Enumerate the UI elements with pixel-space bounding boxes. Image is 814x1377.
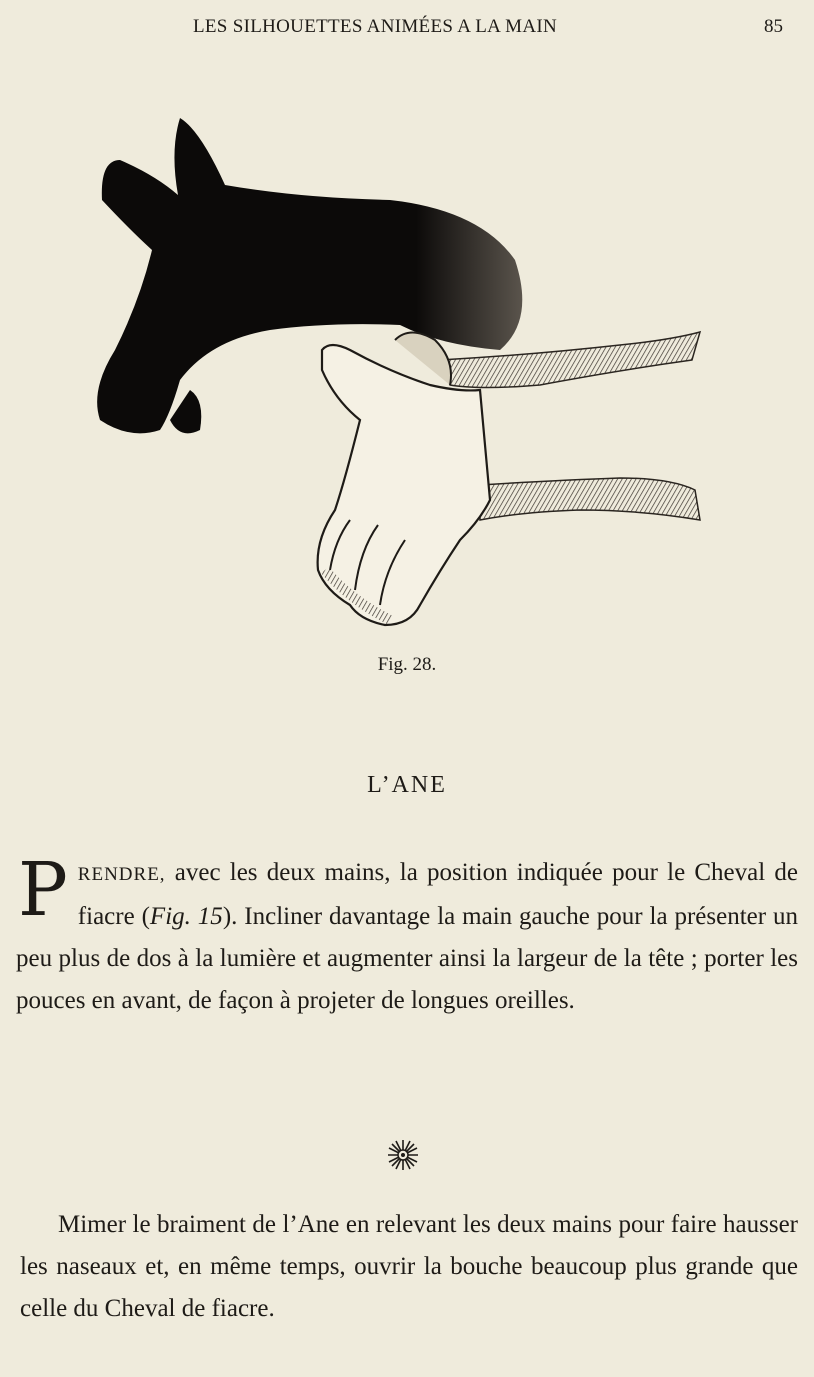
small-caps-lead: RENDRE,	[77, 864, 166, 885]
paragraph-text-a: avec les deux mains, la position indiquée pour le Cheval de fiacre (	[77, 859, 798, 930]
lower-arm	[480, 478, 700, 520]
drop-cap: P	[18, 847, 68, 933]
shadow-hand-drawing	[60, 100, 740, 660]
paragraph-instructions	[16, 847, 798, 1022]
page-number: 85	[764, 16, 783, 37]
sun-ornament-icon	[386, 1138, 420, 1172]
figure-reference: Fig. 15	[149, 903, 223, 930]
donkey-shadow-illustration	[60, 100, 740, 660]
paragraph-text-b: ). Incliner davantage la main gauche pour la présenter un peu plus de dos à la lumière et augmenter ainsi la largeur de la tête ; porter les pouces en avant, de façon à projeter de longues oreilles.	[16, 903, 798, 1014]
running-head	[0, 16, 814, 44]
paragraph-mime: Mimer le braiment de l’Ane en relevant les deux mains pour faire hausser les naseaux et, en même temps, ouvrir la bouche beaucoup plus grande que celle du Cheval de fiacre.	[20, 1211, 798, 1322]
figure-caption: Fig. 28.	[377, 654, 437, 675]
section-title: L’ANE	[367, 772, 447, 798]
running-title: LES SILHOUETTES ANIMÉES A LA MAIN	[193, 16, 558, 37]
